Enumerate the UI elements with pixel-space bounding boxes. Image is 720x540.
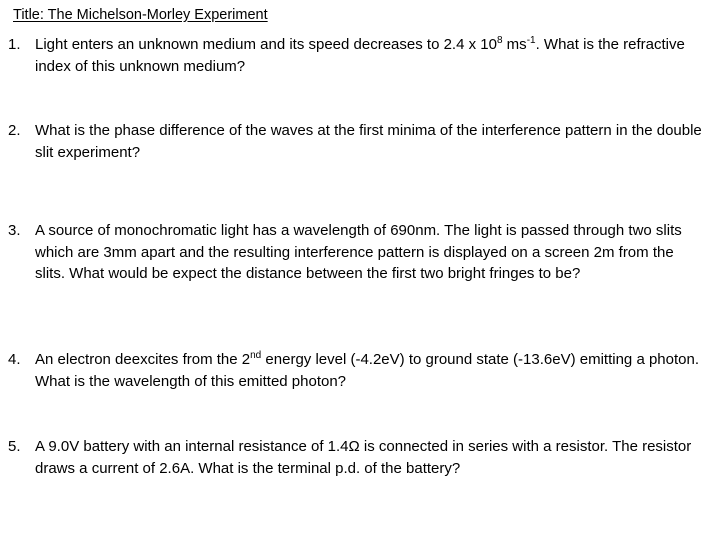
- question-number: 3.: [8, 222, 21, 239]
- exponent: -1: [526, 35, 536, 46]
- question-5: [8, 436, 708, 479]
- question-3: [8, 220, 708, 285]
- question-number: 5.: [8, 438, 21, 455]
- question-text-part: Light enters an unknown medium and its speed decreases to 2.4 x 10: [35, 36, 497, 53]
- question-number: 1.: [8, 36, 21, 53]
- question-number: 4.: [8, 351, 21, 368]
- page-title: Title: The Michelson-Morley Experiment: [13, 7, 268, 23]
- question-text: [35, 349, 705, 392]
- exponent: 8: [496, 35, 503, 46]
- question-text: A source of monochromatic light has a wavelength of 690nm. The light is passed through two slits which are 3mm apart and the resulting interference pattern is displayed on a screen 2m from the slits. What would be expect the distance between the first two bright fringes to be?: [35, 222, 682, 282]
- question-4: [8, 349, 708, 392]
- question-2: [8, 120, 708, 163]
- question-text: A 9.0V battery with an internal resistance of 1.4Ω is connected in series with a resistor. The resistor draws a current of 2.6A. What is the terminal p.d. of the battery?: [35, 438, 692, 477]
- question-1: [8, 34, 708, 77]
- question-text-part: An electron deexcites from the 2: [35, 351, 251, 368]
- question-text: What is the phase difference of the waves at the first minima of the interference pattern in the double slit experiment?: [35, 122, 702, 161]
- question-text-part: energy level (-4.2eV) to ground state (-13.6eV) emitting a photon. What is the wavelength of this emitted photon?: [35, 351, 699, 390]
- question-text: [35, 34, 705, 77]
- question-text-part: ms: [502, 36, 527, 53]
- question-number: 2.: [8, 122, 21, 139]
- ordinal-suffix: nd: [250, 350, 262, 361]
- question-text-part: . What is the refractive index of this unknown medium?: [35, 36, 685, 75]
